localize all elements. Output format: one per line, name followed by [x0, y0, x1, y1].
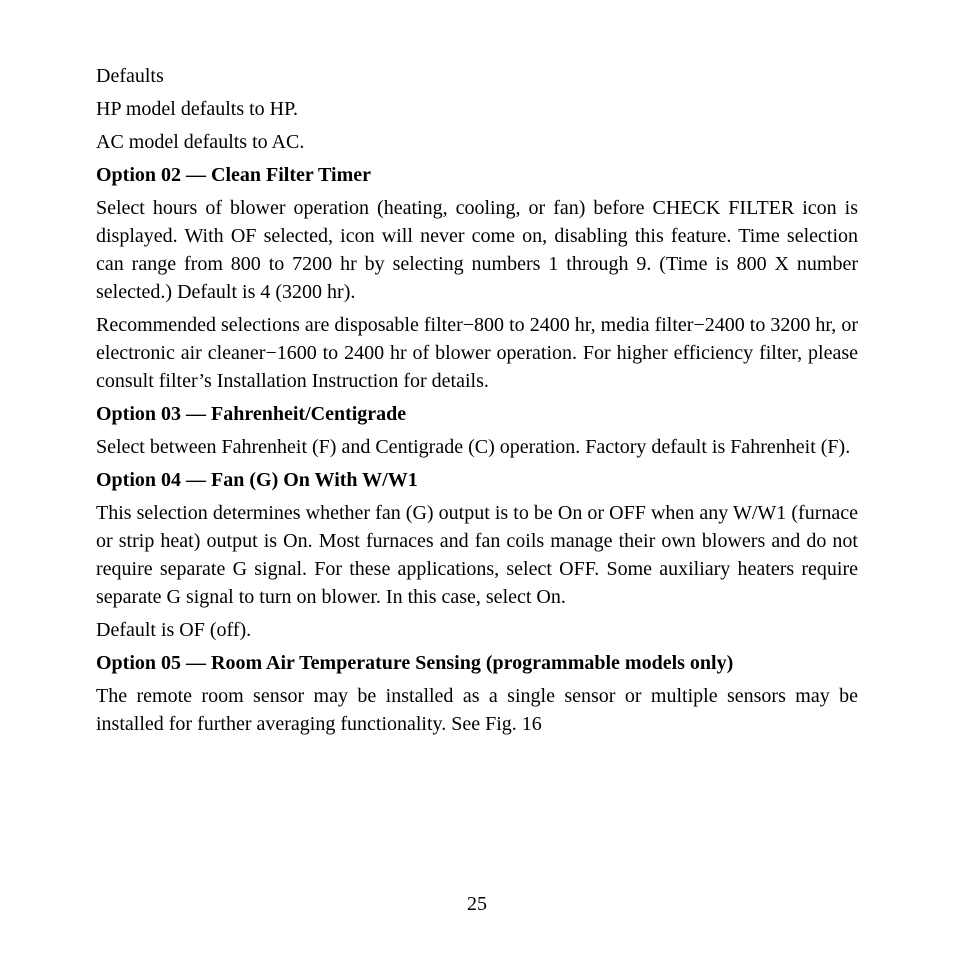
option05-heading: Option 05 — Room Air Temperature Sensing (programmable models only)	[96, 652, 734, 674]
page-number: 25	[467, 893, 487, 915]
option02-paragraph-1: Select hours of blower operation (heating, cooling, or fan) before CHECK FILTER icon is displayed. With OF selected, icon will never come on, disabling this feature. Time selection can range from 800 to 7200 hr by selecting numbers 1 through 9. (Time is 800 X number selected.) Default is 4 (3200 hr).	[96, 197, 858, 303]
option03-paragraph-1: Select between Fahrenheit (F) and Centigrade (C) operation. Factory default is Fahrenheit (F).	[96, 436, 851, 458]
ac-default-text: AC model defaults to AC.	[96, 131, 305, 153]
option02-heading: Option 02 — Clean Filter Timer	[96, 164, 371, 186]
defaults-label: Defaults	[96, 65, 164, 87]
document-page	[96, 62, 858, 738]
hp-default-text: HP model defaults to HP.	[96, 98, 299, 120]
option05-paragraph-1: The remote room sensor may be installed as a single sensor or multiple sensors may be installed for further averaging functionality. See Fig. 16	[96, 685, 858, 735]
option02-paragraph-2: Recommended selections are disposable filter−800 to 2400 hr, media filter−2400 to 3200 hr, or electronic air cleaner−1600 to 2400 hr of blower operation. For higher efficiency filter, please consult filter’s Installation Instruction for details.	[96, 314, 858, 392]
option04-paragraph-2: Default is OF (off).	[96, 619, 252, 641]
option04-heading: Option 04 — Fan (G) On With W/W1	[96, 469, 418, 491]
option03-heading: Option 03 — Fahrenheit/Centigrade	[96, 403, 407, 425]
option04-paragraph-1: This selection determines whether fan (G) output is to be On or OFF when any W/W1 (furnace or strip heat) output is On. Most furnaces and fan coils manage their own blowers and do not require separate G signal. For these applications, select OFF. Some auxiliary heaters require separate G signal to turn on blower. In this case, select On.	[96, 502, 858, 608]
